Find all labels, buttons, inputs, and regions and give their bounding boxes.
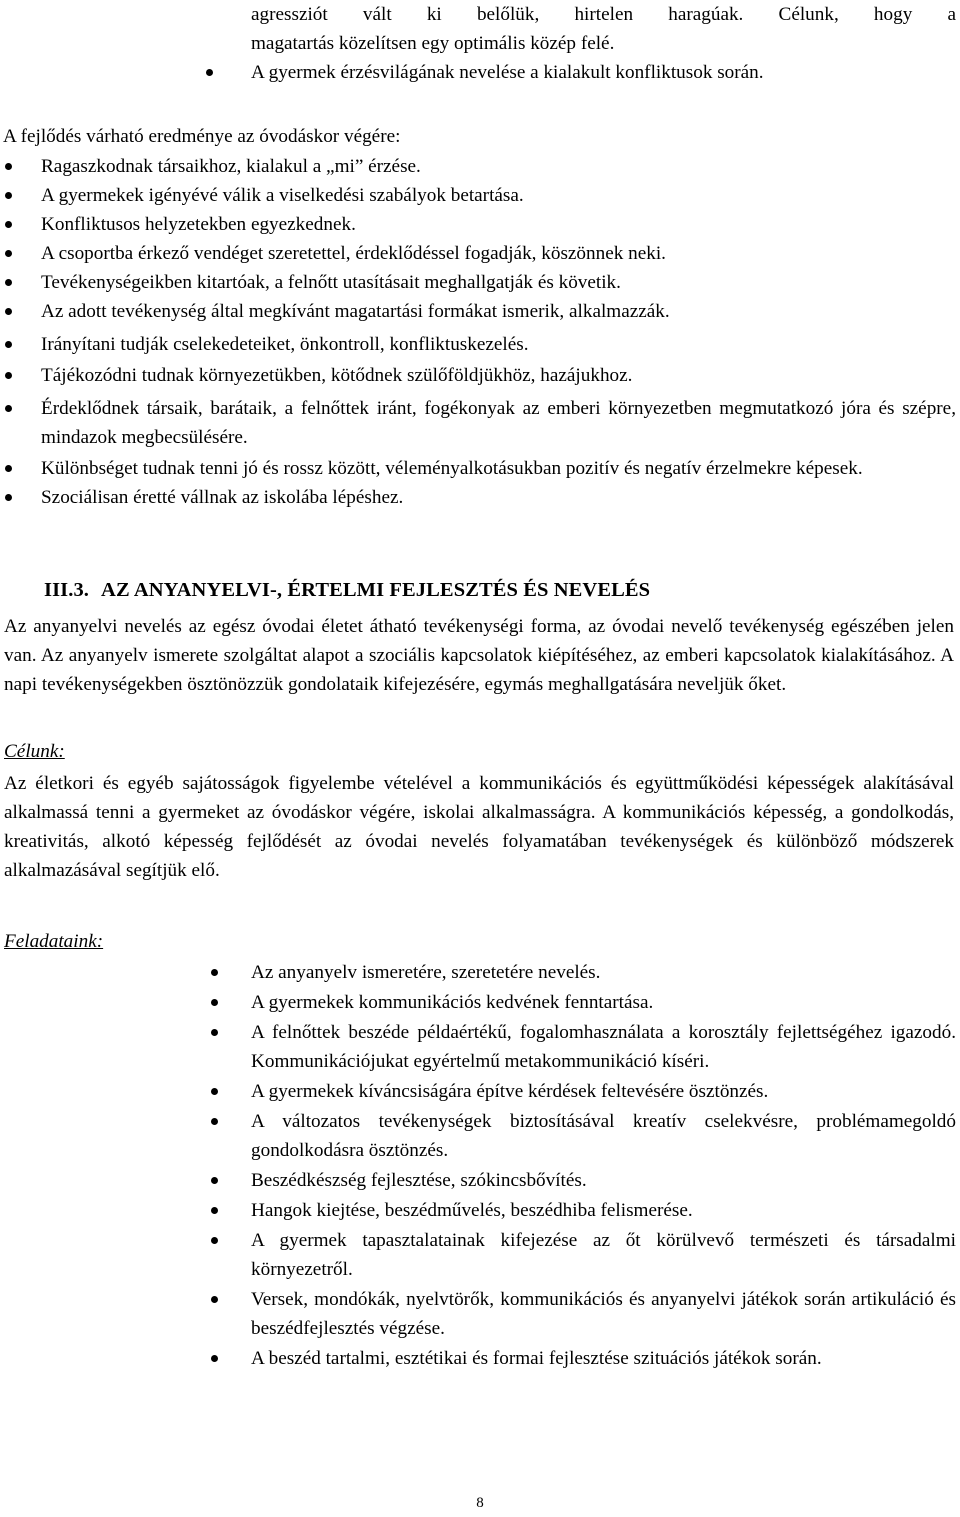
list-item [0,454,956,483]
bullet-icon [5,250,12,257]
bullet-icon [5,372,12,379]
list-item [0,1166,956,1195]
tasks-list [0,958,956,1374]
bullet-icon [211,969,218,976]
section-heading [44,576,650,605]
list-item-text: Versek, mondókák, nyelvtörők, kommunikációs és anyanyelvi játékok során artikuláció és beszédfejlesztés végzése. [251,1289,956,1339]
list-item [0,988,956,1017]
continuation-text [251,0,956,58]
list-item [0,1018,956,1076]
list-item-text: A csoportba érkező vendéget szeretettel, érdeklődéssel fogadják, köszönnek neki. [41,243,666,264]
development-list [0,152,956,512]
list-item-text: Tevékenységeikben kitartóak, a felnőtt utasításait meghallgatják és követik. [41,272,621,293]
list-item-text: Szociálisan éretté vállnak az iskolába lépéshez. [41,487,404,508]
continuation-line-2: magatartás közelítsen egy optimális közép felé. [251,33,615,54]
list-item-text: A gyermekek kommunikációs kedvének fenntartása. [251,992,654,1013]
bullet-icon [211,1088,218,1095]
bullet-icon [211,1118,218,1125]
list-item-text: Konfliktusos helyzetekben egyezkednek. [41,214,356,235]
list-item [0,394,956,452]
list-item [0,361,956,390]
list-item-text: Tájékozódni tudnak környezetükben, kötődnek szülőföldjükhöz, hazájukhoz. [41,365,633,386]
development-heading: A fejlődés várható eredménye az óvodáskor végére: [3,126,401,147]
list-item [0,1226,956,1284]
bullet-icon [211,1207,218,1214]
list-item [0,1107,956,1165]
page-number: 8 [476,1495,484,1511]
list-item-text: Beszédkészség fejlesztése, szókincsbővítés. [251,1170,587,1191]
bullet-icon [211,1177,218,1184]
list-item [0,210,956,239]
list-item [0,330,956,359]
bullet-icon [211,1029,218,1036]
list-item [0,268,956,297]
list-item-text: A gyermek tapasztalatainak kifejezése az őt körülvevő természeti és társadalmi környezetről. [251,1230,956,1280]
section-number: III.3. [44,579,90,601]
list-item-text: A beszéd tartalmi, esztétikai és formai fejlesztése szituációs játékok során. [251,1348,822,1369]
list-item [0,181,956,210]
list-item-text: A változatos tevékenységek biztosításával kreatív cselekvésre, problémamegoldó gondolkodásra ösztönzés. [251,1111,956,1161]
bullet-icon [211,999,218,1006]
list-item [0,483,956,512]
list-item-text: A gyermek érzésvilágának nevelése a kialakult konfliktusok során. [251,62,764,83]
list-item [0,297,956,326]
bullet-icon [211,1296,218,1303]
bullet-icon [5,192,12,199]
list-item-text: Hangok kiejtése, beszédművelés, beszédhiba felismerése. [251,1200,693,1221]
intro-paragraph: Az anyanyelvi nevelés az egész óvodai életet átható tevékenységi forma, az óvodai nevelő tevékenység egészében jelen van. Az anyanyelv ismerete szolgáltat alapot a szociális kapcsolatok kiépítéséhez, az emberi kapcsolatok kialakításához. A napi tevékenységekben ösztönözzük gondolataik kifejezésére, egymás meghallgatására neveljük őket. [4,616,954,695]
list-item-text: Ragaszkodnak társaikhoz, kialakul a „mi” érzése. [41,156,421,177]
list-item [0,1285,956,1343]
list-item [0,1077,956,1106]
bullet-icon [211,1355,218,1362]
bullet-icon [5,308,12,315]
list-item-text: Különbséget tudnak tenni jó és rossz között, véleményalkotásukban pozitív és negatív érzelmekre képesek. [41,458,863,479]
list-item-text: A felnőttek beszéde példaértékű, fogalomhasználata a korosztály fejlettségéhez igazodó. Kommunikációjukat egyértelmű metakommunikáció kíséri. [251,1022,956,1072]
list-item-text: A gyermekek igényévé válik a viselkedési szabályok betartása. [41,185,524,206]
list-item-text: Az adott tevékenység által megkívánt magatartási formákat ismerik, alkalmazzák. [41,301,670,322]
list-item-text: Érdeklődnek társaik, barátaik, a felnőttek iránt, fogékonyak az emberi környezetben megmutatkozó jóra és szépre, mindazok megbecsülésére. [41,398,956,448]
list-item [0,1344,956,1373]
list-item [0,58,956,87]
bullet-icon [5,405,12,412]
top-bullet-list [0,58,956,87]
goal-label: Célunk: [4,741,65,762]
list-item [0,152,956,181]
list-item-text: Az anyanyelv ismeretére, szeretetére nevelés. [251,962,601,983]
list-item-text: Irányítani tudják cselekedeteiket, önkontroll, konfliktuskezelés. [41,334,529,355]
list-item [0,239,956,268]
bullet-icon [5,163,12,170]
bullet-icon [5,494,12,501]
tasks-label: Feladataink: [4,931,104,952]
list-item [0,1196,956,1225]
list-item-text: A gyermekek kíváncsiságára építve kérdések feltevésére ösztönzés. [251,1081,769,1102]
goal-paragraph: Az életkori és egyéb sajátosságok figyelembe vételével a kommunikációs és együttműködési képességek alakításával alkalmassá tenni a gyermeket az óvodáskor végére, iskolai alkalmasságra. A kommunikációs képesség, a gondolkodás, kreativitás, alkotó képesség fejlődését az óvodai nevelés folyamatában tevékenységek és különböző módszerek alkalmazásával segítjük elő. [4,773,954,881]
bullet-icon [5,465,12,472]
continuation-line-1: agressziót vált ki belőlük, hirtelen haragúak. Célunk, hogy a [251,4,956,25]
bullet-icon [206,69,213,76]
bullet-icon [5,279,12,286]
bullet-icon [211,1237,218,1244]
section-title: AZ ANYANYELVI-, ÉRTELMI FEJLESZTÉS ÉS NEVELÉS [101,579,651,601]
bullet-icon [5,341,12,348]
list-item [0,958,956,987]
bullet-icon [5,221,12,228]
